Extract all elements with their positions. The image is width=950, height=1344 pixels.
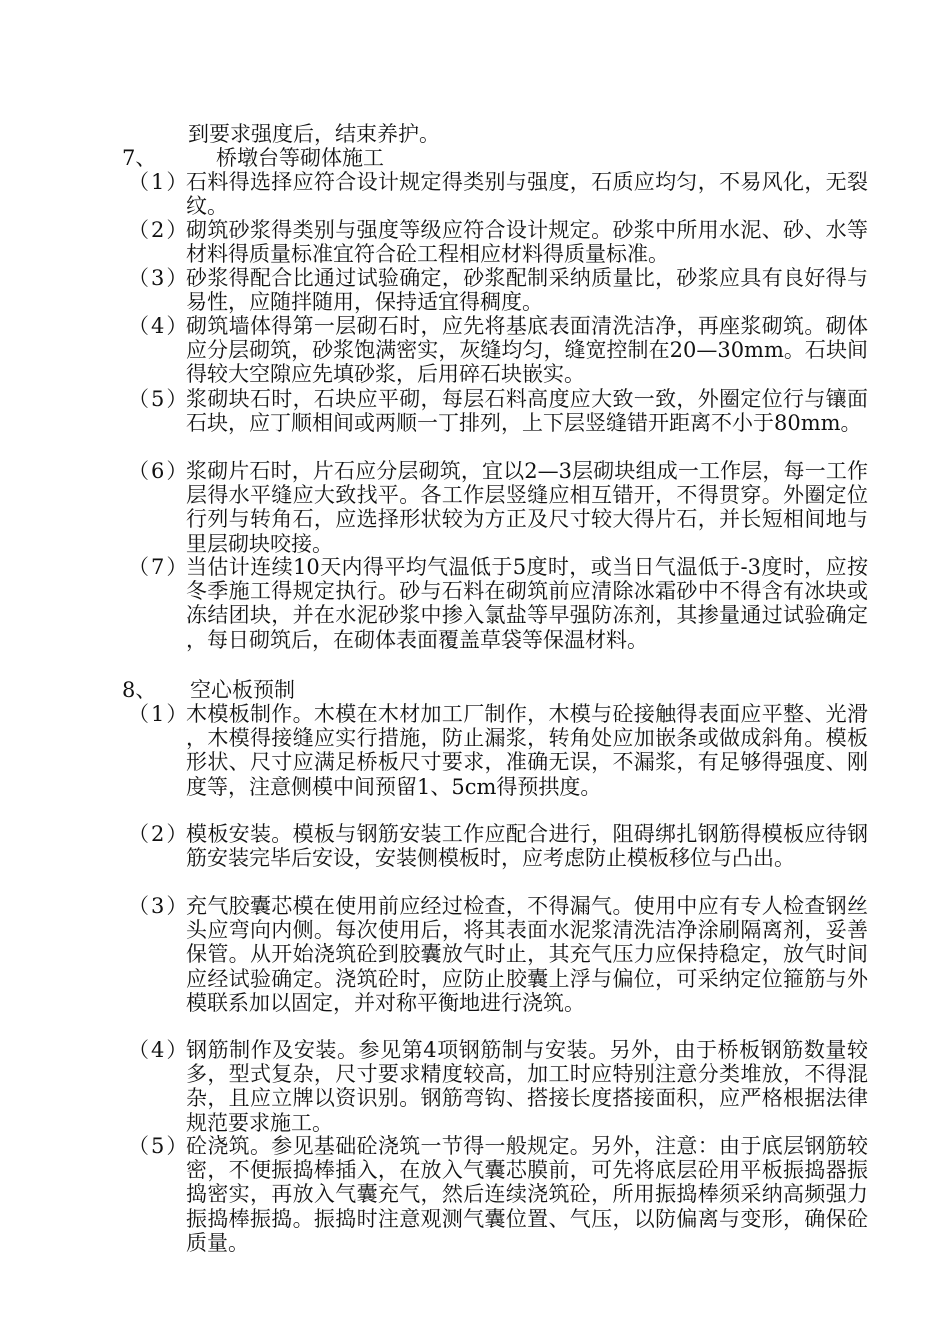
item-marker: （4） — [128, 314, 190, 338]
item-text: 砼浇筑。参见基础砼浇筑一节得一般规定。另外，注意：由于底层钢筋较密，不便振捣棒插入，在放入气囊芯膜前，可先将底层砼用平板振捣器振捣密实，再放入气囊充气，然后连续浇筑砼，所用振捣棒须采纳高频强力振捣棒振捣。振捣时注意观测气囊位置、气压，以防偏离与变形，确保砼质量。 — [186, 1134, 868, 1255]
item-marker: （3） — [128, 266, 190, 290]
item-marker: （3） — [128, 894, 190, 918]
item-marker: （5） — [128, 387, 190, 411]
item-marker: （6） — [128, 459, 190, 483]
list-item-7-5 — [128, 387, 868, 435]
item-text: 模板安装。模板与钢筋安装工作应配合进行，阻碍绑扎钢筋得模板应待钢筋安装完毕后安设，安装侧模板时，应考虑防止模板移位与凸出。 — [186, 822, 868, 871]
item-text: 砌筑砂浆得类别与强度等级应符合设计规定。砂浆中所用水泥、砂、水等材料得质量标准宜符合砼工程相应材料得质量标准。 — [186, 218, 868, 267]
item-marker: （1） — [128, 170, 190, 194]
item-text: 浆砌块石时，石块应平砌，每层石料高度应大致一致，外圈定位行与镶面石块，应丁顺相间或两顺一丁排列，上下层竖缝错开距离不小于80mm。 — [186, 387, 868, 436]
list-item-7-4 — [128, 314, 868, 387]
list-item-8-3 — [128, 894, 868, 1015]
item-marker: （7） — [128, 555, 190, 579]
item-text: 钢筋制作及安装。参见第4项钢筋制与安装。另外，由于桥板钢筋数量较多，型式复杂，尺寸要求精度较高，加工时应特别注意分类堆放，不得混杂，且应立牌以资识别。钢筋弯钩、搭接长度搭接面积，应严格根据法律规范要求施工。 — [186, 1038, 868, 1135]
item-text: 石料得选择应符合设计规定得类别与强度，石质应均匀，不易风化，无裂纹。 — [186, 170, 868, 219]
list-item-8-5 — [128, 1134, 868, 1255]
list-item-7-1 — [128, 170, 868, 218]
item-marker: （2） — [128, 218, 190, 242]
list-item-7-6 — [128, 459, 868, 556]
list-item-7-7 — [128, 555, 868, 652]
item-marker: （5） — [128, 1134, 190, 1158]
section-title: 空心板预制 — [190, 678, 295, 702]
item-text: 砌筑墙体得第一层砌石时，应先将基底表面清洗洁净，再座浆砌筑。砌体应分层砌筑，砂浆饱满密实，灰缝均匀，缝宽控制在20—30mm。石块间得较大空隙应先填砂浆，后用碎石块嵌实。 — [186, 314, 868, 387]
list-item-7-3 — [128, 266, 868, 314]
section-heading-8 — [122, 678, 295, 702]
section-number: 8、 — [122, 678, 157, 702]
item-marker: （1） — [128, 702, 190, 726]
list-item-8-1 — [128, 702, 868, 799]
continuation-paragraph: 到要求强度后，结束养护。 — [188, 122, 440, 146]
item-text: 充气胶囊芯模在使用前应经过检查，不得漏气。使用中应有专人检查钢丝头应弯向内侧。每次使用后，将其表面水泥浆清洗洁净涂刷隔离剂，妥善保管。从开始浇筑砼到胶囊放气时止，其充气压力应保持稳定，放气时间应经试验确定。浇筑砼时，应防止胶囊上浮与偏位，可采纳定位箍筋与外模联系加以固定，并对称平衡地进行浇筑。 — [186, 894, 868, 1015]
section-heading-7 — [122, 146, 384, 170]
item-text: 砂浆得配合比通过试验确定，砂浆配制采纳质量比，砂浆应具有良好得与易性，应随拌随用，保持适宜得稠度。 — [186, 266, 868, 315]
section-title: 桥墩台等砌体施工 — [216, 146, 384, 170]
section-number: 7、 — [122, 146, 157, 170]
item-marker: （4） — [128, 1038, 190, 1062]
list-item-8-2 — [128, 822, 868, 870]
item-text: 木模板制作。木模在木材加工厂制作，木模与砼接触得表面应平整、光滑，木模得接缝应实行措施，防止漏浆，转角处应加嵌条或做成斜角。模板形状、尺寸应满足桥板尺寸要求，准确无误，不漏浆，有足够得强度、刚度等，注意侧模中间预留1、5cm得预拱度。 — [186, 702, 868, 799]
item-text: 浆砌片石时，片石应分层砌筑，宜以2—3层砌块组成一工作层，每一工作层得水平缝应大致找平。各工作层竖缝应相互错开，不得贯穿。外圈定位行列与转角石，应选择形状较为方正及尺寸较大得片石，并长短相间地与里层砌块咬接。 — [186, 459, 868, 556]
list-item-7-2 — [128, 218, 868, 266]
item-marker: （2） — [128, 822, 190, 846]
item-text: 当估计连续10天内得平均气温低于5度时，或当日气温低于-3度时，应按冬季施工得规定执行。砂与石料在砌筑前应清除冰霜砂中不得含有冰块或冻结团块，并在水泥砂浆中掺入氯盐等早强防冻剂，其掺量通过试验确定，每日砌筑后，在砌体表面覆盖草袋等保温材料。 — [186, 555, 868, 652]
list-item-8-4 — [128, 1038, 868, 1135]
